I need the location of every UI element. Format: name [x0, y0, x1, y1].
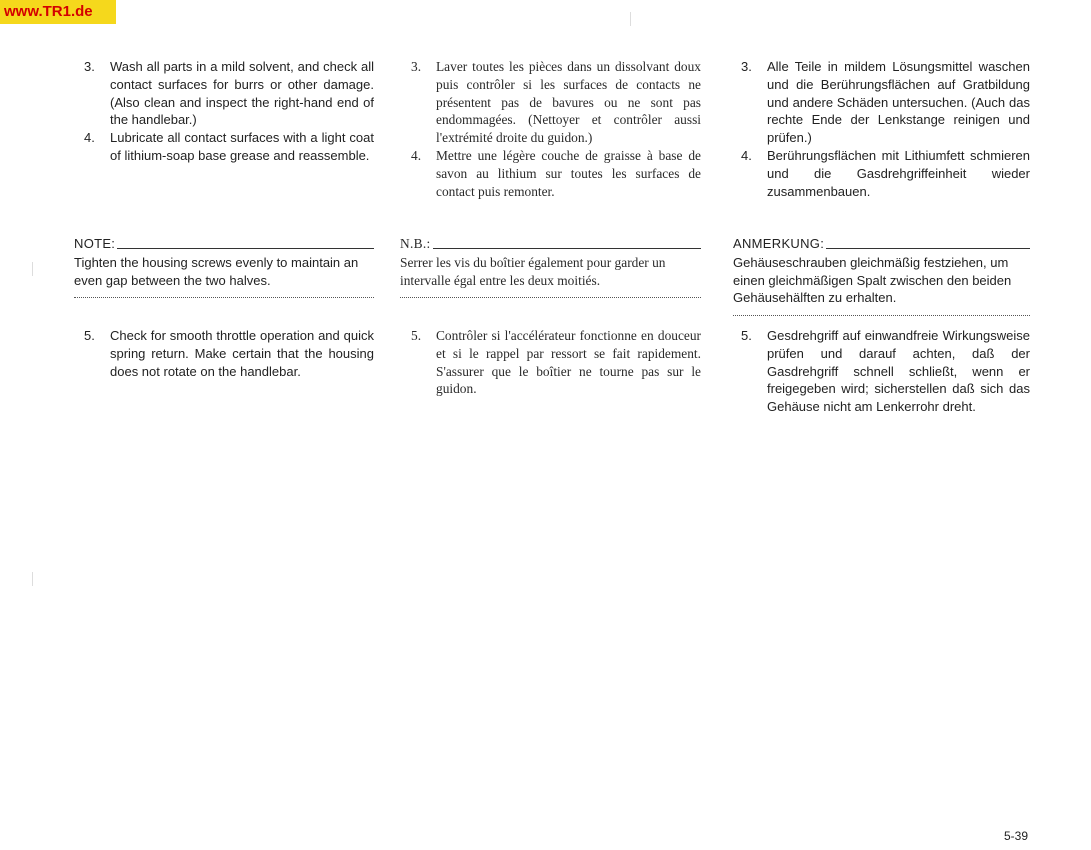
note-rule-bottom: [733, 315, 1030, 316]
step-number: 5.: [84, 328, 95, 343]
note-label: NOTE:: [74, 236, 116, 251]
step-text: Gesdrehgriff auf einwandfreie Wirkungsweise prüfen und darauf achten, daß der Gasdrehgriff schnell schließt, wenn er freigegeben wird; sicherstellen daß sich das Gehäuse nicht am Lenkerrohr dreht.: [767, 328, 1030, 415]
step-text: Contrôler si l'accélérateur fonctionne en douceur et si le rappel par ressort se fait rapidement. S'assurer que le boîtier ne tourne pas sur le guidon.: [436, 328, 701, 397]
note-box-fr: [400, 235, 701, 298]
note-rule-bottom: [74, 297, 374, 298]
step-number: 4.: [741, 147, 752, 163]
note-text: Tighten the housing screws evenly to maintain an even gap between the two halves.: [74, 254, 359, 288]
step-number: 4.: [411, 147, 422, 163]
watermark-logo[interactable]: www.TR1.de: [0, 0, 116, 24]
step-text: Berührungsflächen mit Lithiumfett schmieren und die Gasdrehgriffeinheit wieder zusammenbauen.: [767, 147, 1030, 199]
note-label: N.B.:: [400, 236, 431, 251]
note-rule-bottom: [400, 297, 701, 298]
step-number: 3.: [84, 59, 95, 74]
scan-speck: [630, 12, 631, 26]
page-number: 5-39: [1004, 829, 1029, 843]
step-5-de: [733, 327, 1030, 416]
note-rule-top: [433, 248, 701, 249]
french-column: [400, 58, 701, 397]
step-4-de: [733, 147, 1030, 200]
note-text: Serrer les vis du boîtier également pour garder un intervalle égal entre les deux moitiés.: [400, 254, 666, 288]
note-rule-top: [826, 248, 1030, 249]
step-3-de: [733, 58, 1030, 147]
step-text: Mettre une légère couche de graisse à base de savon au lithium sur toutes les surfaces de contact puis remonter.: [436, 147, 701, 199]
step-4-fr: [400, 147, 701, 200]
step-number: 5.: [741, 328, 752, 343]
step-number: 3.: [411, 59, 422, 74]
step-3-fr: [400, 58, 701, 147]
step-text: Wash all parts in a mild solvent, and check all contact surfaces for burrs or other damage. (Also clean and inspect the right-hand end of the handlebar.): [110, 59, 374, 128]
english-column: [74, 58, 374, 379]
step-text: Check for smooth throttle operation and quick spring return. Make certain that the housing does not rotate on the handlebar.: [110, 328, 374, 379]
note-label: ANMERKUNG:: [733, 236, 825, 251]
step-number: 3.: [741, 59, 752, 74]
scan-speck: [32, 572, 33, 586]
step-text: Laver toutes les pièces dans un dissolvant doux puis contrôler si les surfaces de contacts ne présentent pas de bavures ou ne sont pas endommagées. (Nettoyer et contrôler aussi l'extrémité droite du guidon.): [436, 59, 701, 146]
note-rule-top: [117, 248, 374, 249]
note-box-de: [733, 235, 1030, 316]
step-text: Lubricate all contact surfaces with a light coat of lithium-soap base grease and reassemble.: [110, 130, 374, 163]
note-box-en: [74, 235, 374, 298]
scan-speck: [32, 262, 33, 276]
german-column: [733, 58, 1030, 415]
step-5-fr: [400, 327, 701, 398]
step-5-en: [74, 327, 374, 380]
step-4-en: [74, 129, 374, 165]
step-number: 5.: [411, 328, 422, 343]
step-3-en: [74, 58, 374, 129]
step-number: 4.: [84, 130, 95, 146]
note-text: Gehäuseschrauben gleichmäßig festziehen, um einen gleichmäßigen Spalt zwischen den beiden Gehäusehälften zu erhalten.: [733, 254, 1012, 306]
step-text: Alle Teile in mildem Lösungsmittel waschen und die Berührungsflächen auf Gratbildung und andere Schäden untersuchen. (Auch das rechte Ende der Lenkstange reinigen und prüfen.): [767, 59, 1030, 146]
